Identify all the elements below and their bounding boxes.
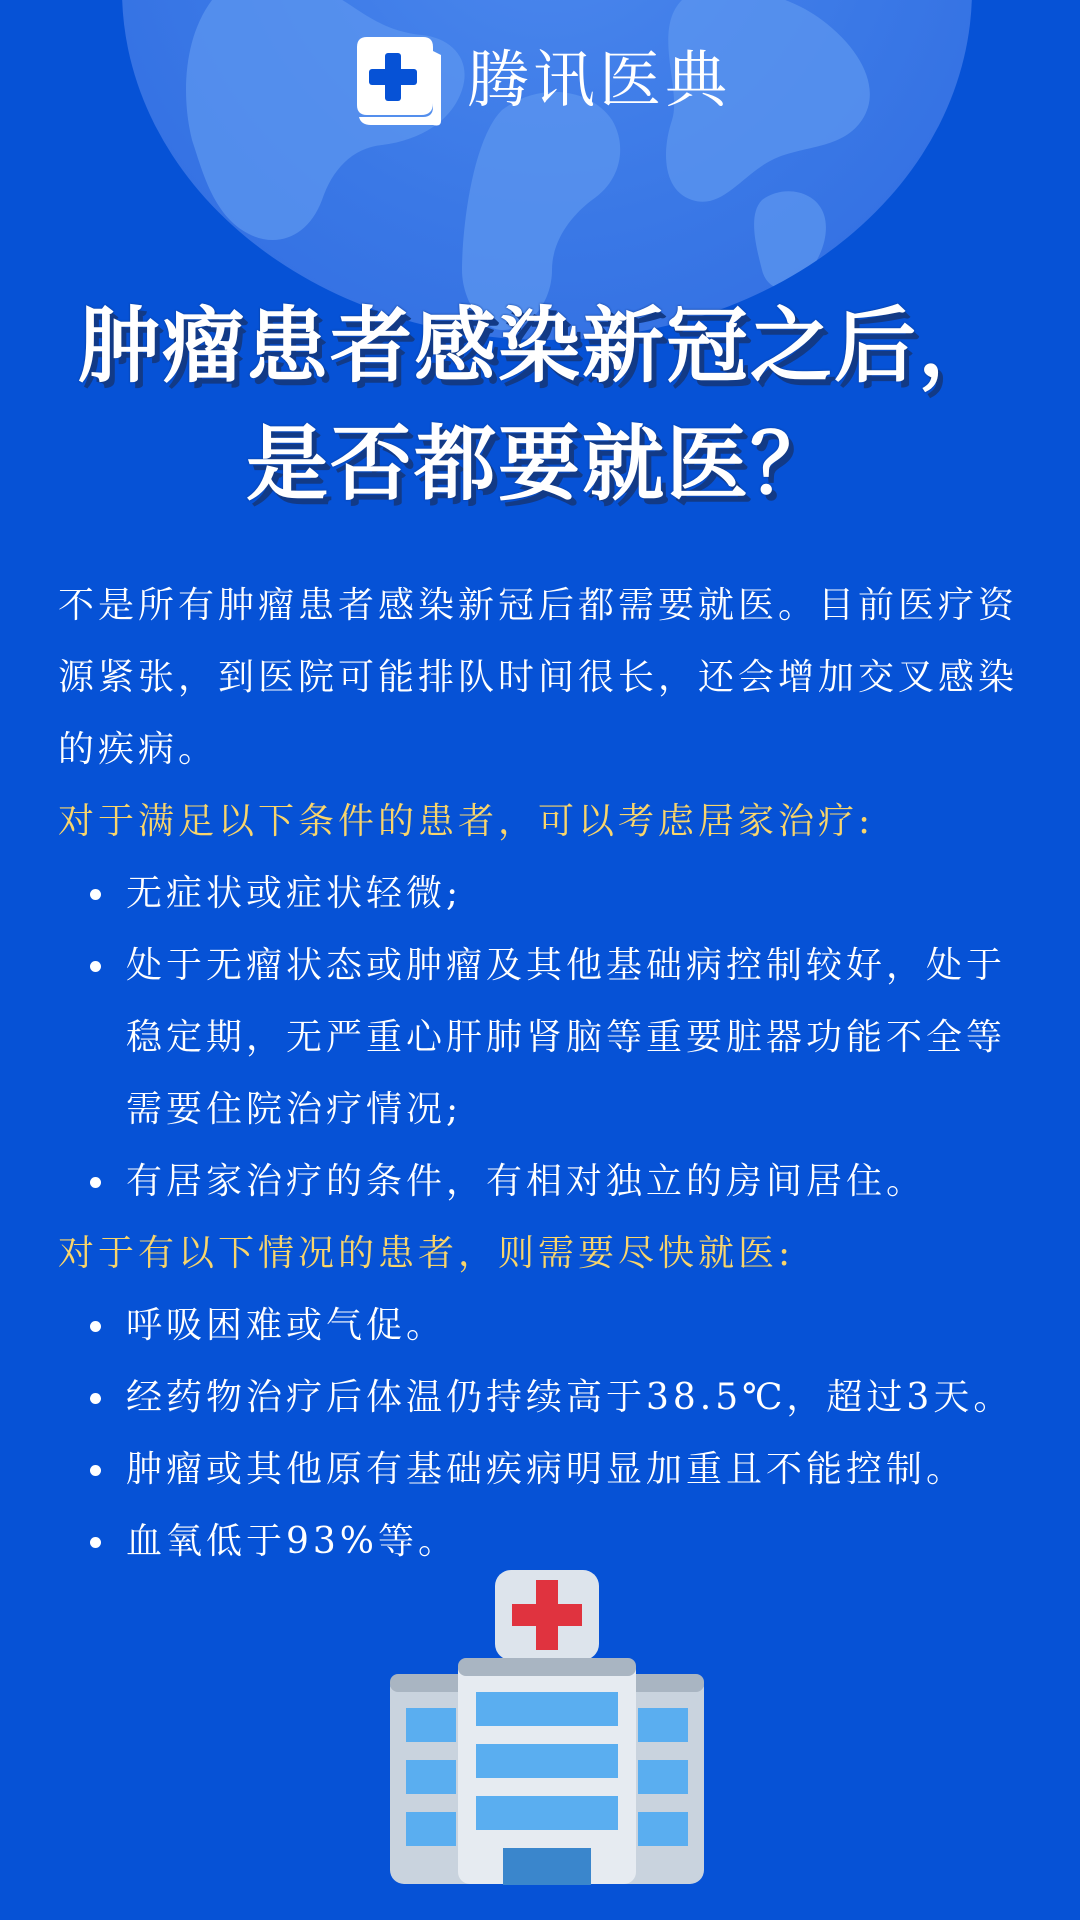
list-item-text: 处于无瘤状态或肿瘤及其他基础病控制较好，处于稳定期，无严重心肝肺肾脑等重要脏器功能不全等需要住院治疗情况; [126,945,1007,1130]
bullet-icon [90,1537,101,1548]
list-item-text: 经药物治疗后体温仍持续高于38.5℃，超过3天。 [126,1377,1014,1418]
hospital-icon [390,1570,704,1885]
list-item-text: 血氧低于93%等。 [126,1521,459,1562]
list-item [58,930,1028,1146]
home-treatment-list [58,858,1028,1218]
page-title [0,288,1080,524]
bullet-icon [90,961,101,972]
title-line-2: 是否都要就医？ [245,417,834,512]
list-item-text: 肿瘤或其他原有基础疾病明显加重且不能控制。 [126,1449,967,1490]
list-item [58,1146,1028,1218]
intro-paragraph: 不是所有肿瘤患者感染新冠后都需要就医。目前医疗资源紧张，到医院可能排队时间很长，还会增加交叉感染的疾病。 [58,585,1019,770]
article-body [58,570,1028,1578]
seek-care-heading: 对于有以下情况的患者，则需要尽快就医: [58,1233,795,1274]
list-item-text: 有居家治疗的条件，有相对独立的房间居住。 [126,1161,927,1202]
title-line-1: 肿瘤患者感染新冠之后， [77,299,1002,394]
bullet-icon [90,1393,101,1404]
bullet-icon [90,1321,101,1332]
brand-logo [353,30,731,130]
bullet-icon [90,1465,101,1476]
bullet-icon [90,1177,101,1188]
brand-name: 腾讯医典 [467,43,732,116]
seek-care-list [58,1290,1028,1578]
list-item-text: 无症状或症状轻微; [126,873,463,914]
list-item [58,1506,1028,1578]
list-item [58,858,1028,930]
bullet-icon [90,889,101,900]
list-item-text: 呼吸困难或气促。 [126,1305,447,1346]
list-item [58,1290,1028,1362]
home-treatment-heading: 对于满足以下条件的患者，可以考虑居家治疗: [58,801,875,842]
plus-book-icon [353,31,445,129]
list-item [58,1434,1028,1506]
list-item [58,1362,1028,1434]
